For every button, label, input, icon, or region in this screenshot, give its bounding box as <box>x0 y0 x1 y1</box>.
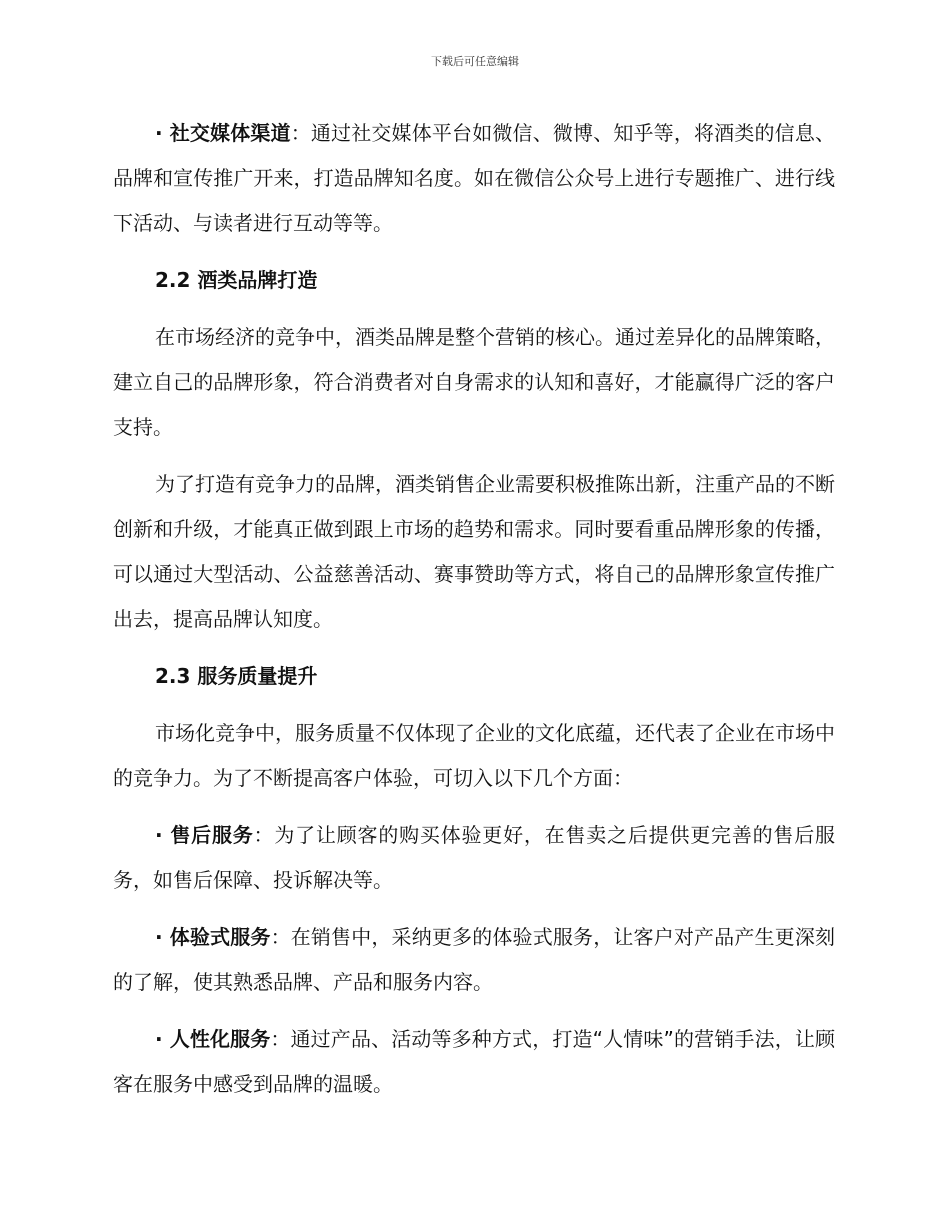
bullet-text: ：在销售中，采纳更多的体验式服务，让客户对产品产生更深刻的了解，使其熟悉品牌、产品和服务内容。 <box>113 925 836 994</box>
bullet-term: · 人性化服务 <box>155 1027 271 1051</box>
paragraph-brand-core: 在市场经济的竞争中，酒类品牌是整个营销的核心。通过差异化的品牌策略，建立自己的品牌形象，符合消费者对自身需求的认知和喜好，才能赢得广泛的客户支持。 <box>113 325 835 439</box>
bullet-social-media <box>113 111 835 246</box>
section-heading-2-2: 2.2 酒类品牌打造 <box>155 268 318 292</box>
paragraph-brand-building: 为了打造有竞争力的品牌，酒类销售企业需要积极推陈出新，注重产品的不断创新和升级，才能真正做到跟上市场的趋势和需求。同时要看重品牌形象的传播，可以通过大型活动、公益慈善活动、赛事赞助等方式，将自己的品牌形象宣传推广出去，提高品牌认知度。 <box>113 472 835 631</box>
bullet-text: ：通过产品、活动等多种方式，打造“人情味”的营销手法，让顾客在服务中感受到品牌的温暖。 <box>113 1027 835 1096</box>
page-header: 下载后可任意编辑 <box>431 55 519 68</box>
bullet-term: · 社交媒体渠道 <box>155 121 291 145</box>
bullet-experiential <box>113 915 835 1005</box>
bullet-text: ：为了让顾客的购买体验更好，在售卖之后提供更完善的售后服务，如售后保障、投诉解决等。 <box>113 823 836 892</box>
section-heading-2-3: 2.3 服务质量提升 <box>155 664 318 688</box>
document-body <box>113 111 835 1119</box>
paragraph-service-intro: 市场化竞争中，服务质量不仅体现了企业的文化底蕴，还代表了企业在市场中的竞争力。为了不断提高客户体验，可切入以下几个方面： <box>113 721 835 790</box>
bullet-term: · 售后服务 <box>155 823 254 847</box>
bullet-text: ：通过社交媒体平台如微信、微博、知乎等，将酒类的信息、品牌和宣传推广开来，打造品牌知名度。如在微信公众号上进行专题推广、进行线下活动、与读者进行互动等等。 <box>113 121 836 235</box>
bullet-after-sales <box>113 813 835 903</box>
bullet-humanized <box>113 1017 835 1107</box>
bullet-term: · 体验式服务 <box>155 925 271 949</box>
